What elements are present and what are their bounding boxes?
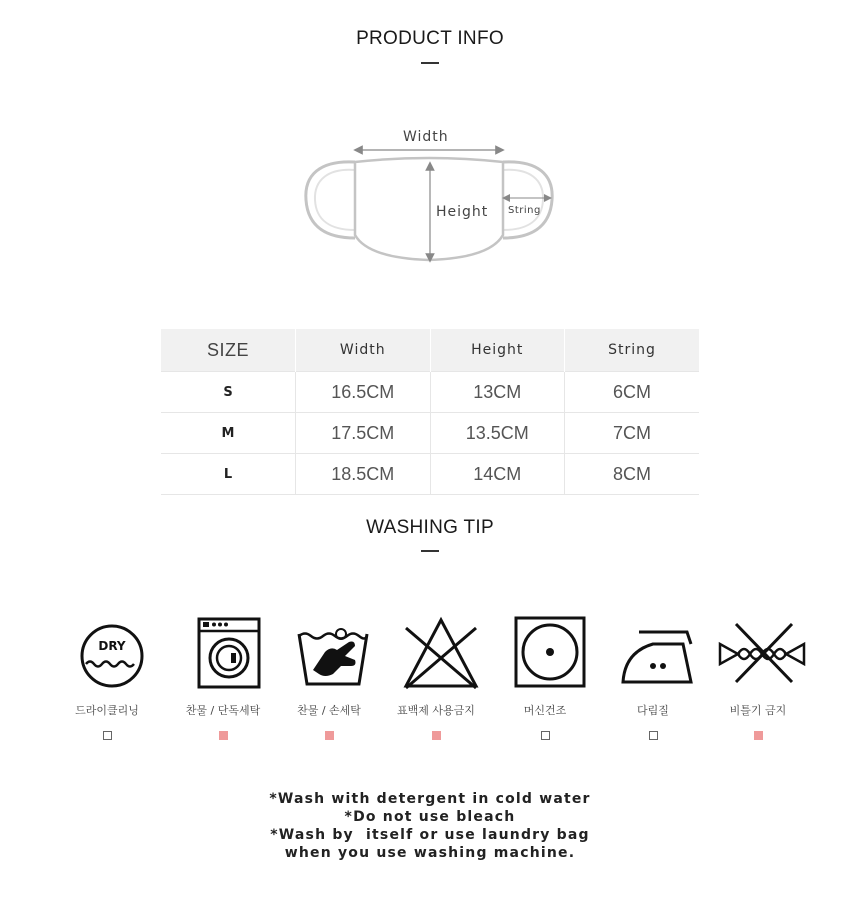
string-value: 8CM [565,454,700,495]
dry-text: DRY [98,639,126,653]
care-label: 표백제 사용금지 [397,704,475,717]
mask-size-diagram [300,120,560,270]
care-checkbox [649,731,658,740]
care-item-machine-wash [168,612,278,740]
string-value: 6CM [565,372,700,413]
header-width: Width [296,329,431,372]
hand-wash-icon [279,612,379,694]
care-checkbox [219,731,228,740]
size-label: L [161,454,296,495]
care-checkbox [325,731,334,740]
size-table [161,329,699,495]
no-bleach-icon [386,612,486,694]
care-item-no-bleach [381,612,491,740]
care-checkbox [754,731,763,740]
table-row [161,372,699,413]
height-value: 13.5CM [430,413,565,454]
title-divider [421,550,439,552]
care-item-dry-clean [52,612,162,740]
diagram-height-label: Height [436,204,489,220]
note-line: when you use washing machine. [284,845,576,861]
note-line: *Wash with detergent in cold water [269,791,591,807]
tumble-dry-icon [495,612,595,694]
care-checkbox [103,731,112,740]
size-label: S [161,372,296,413]
header-height: Height [430,329,565,372]
height-value: 14CM [430,454,565,495]
iron-icon [603,612,703,694]
diagram-string-label: String [508,205,541,216]
care-label: 찬물 / 손세탁 [297,704,361,717]
care-item-tumble-dry [490,612,600,740]
care-item-no-wring [703,612,813,740]
header-size: SIZE [161,329,296,372]
string-value: 7CM [565,413,700,454]
dry-clean-icon [57,612,157,694]
care-checkbox [432,731,441,740]
width-value: 16.5CM [296,372,431,413]
header-string: String [565,329,700,372]
width-value: 17.5CM [296,413,431,454]
care-label: 다림질 [637,704,669,717]
care-label: 찬물 / 단독세탁 [185,704,261,717]
width-value: 18.5CM [296,454,431,495]
care-item-iron [598,612,708,740]
height-value: 13CM [430,372,565,413]
note-line: *Wash by itself or use laundry bag [270,827,590,843]
table-row [161,413,699,454]
care-checkbox [541,731,550,740]
care-label: 머신건조 [523,704,567,717]
note-line: *Do not use bleach [344,809,516,825]
size-table-header [161,329,699,372]
product-info-title: PRODUCT INFO [356,28,504,49]
washing-notes [0,790,860,862]
washing-machine-icon [173,612,273,694]
size-label: M [161,413,296,454]
care-item-hand-wash [274,612,384,740]
diagram-width-label: Width [403,129,449,145]
table-row [161,454,699,495]
washing-tip-title: WASHING TIP [366,517,494,538]
care-label: 드라이클리닝 [75,704,139,717]
title-divider [421,62,439,64]
no-wring-icon [708,612,808,694]
care-label: 비틀기 금지 [729,704,787,717]
